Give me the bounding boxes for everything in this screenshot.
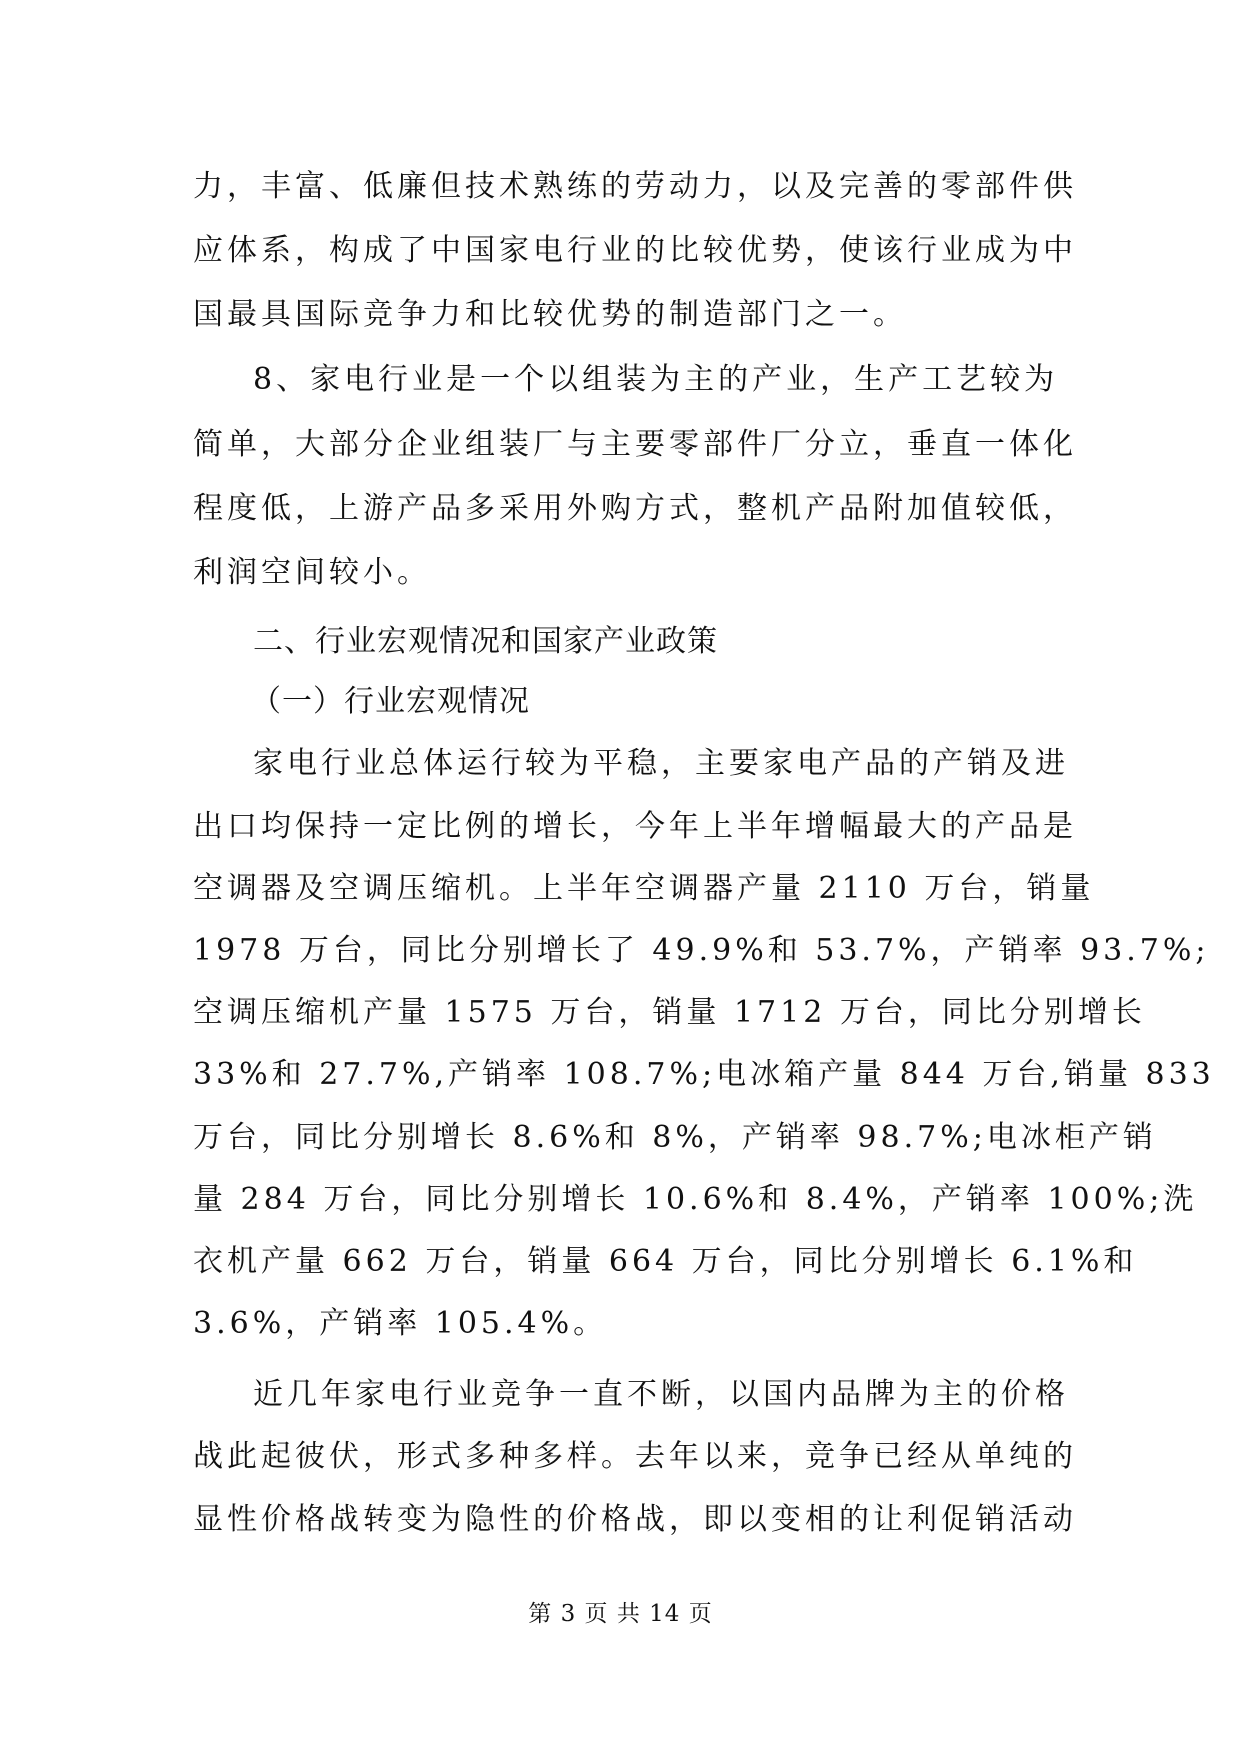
paragraph-line: 应体系，构成了中国家电行业的比较优势，使该行业成为中 (193, 233, 1077, 268)
paragraph-line: 力，丰富、低廉但技术熟练的劳动力，以及完善的零部件供 (193, 169, 1077, 204)
paragraph-line: 利润空间较小。 (193, 555, 431, 590)
paragraph-line: 量 284 万台，同比分别增长 10.6%和 8.4%，产销率 100%;洗 (193, 1182, 1198, 1217)
paragraph-line: 8、家电行业是一个以组装为主的产业，生产工艺较为 (253, 362, 1059, 397)
paragraph-line: 33%和 27.7%,产销率 108.7%;电冰箱产量 844 万台,销量 833 (193, 1057, 1215, 1092)
subsection-heading: （一）行业宏观情况 (251, 684, 530, 719)
paragraph-line: 显性价格战转变为隐性的价格战，即以变相的让利促销活动 (193, 1502, 1077, 1537)
paragraph-line: 万台，同比分别增长 8.6%和 8%，产销率 98.7%;电冰柜产销 (193, 1120, 1157, 1155)
paragraph-line: 近几年家电行业竞争一直不断，以国内品牌为主的价格 (253, 1377, 1069, 1412)
paragraph-line: 3.6%，产销率 105.4%。 (193, 1306, 608, 1341)
page-number-text: 第 3 页 共 14 页 (528, 1601, 713, 1627)
paragraph-line: 家电行业总体运行较为平稳，主要家电产品的产销及进 (253, 746, 1069, 781)
paragraph-line: 简单，大部分企业组装厂与主要零部件厂分立，垂直一体化 (193, 427, 1077, 462)
paragraph-line: 衣机产量 662 万台，销量 664 万台，同比分别增长 6.1%和 (193, 1244, 1138, 1279)
paragraph-line: 出口均保持一定比例的增长，今年上半年增幅最大的产品是 (193, 809, 1077, 844)
paragraph-line: 程度低，上游产品多采用外购方式，整机产品附加值较低， (193, 491, 1077, 526)
section-heading: 二、行业宏观情况和国家产业政策 (253, 624, 718, 659)
paragraph-line: 战此起彼伏，形式多种多样。去年以来，竞争已经从单纯的 (193, 1439, 1077, 1474)
paragraph-line: 空调器及空调压缩机。上半年空调器产量 2110 万台，销量 (193, 871, 1095, 906)
page-footer (0, 1598, 1241, 1630)
paragraph-line: 1978 万台，同比分别增长了 49.9%和 53.7%，产销率 93.7%; (193, 933, 1210, 968)
paragraph-line: 国最具国际竞争力和比较优势的制造部门之一。 (193, 297, 907, 332)
paragraph-line: 空调压缩机产量 1575 万台，销量 1712 万台，同比分别增长 (193, 995, 1146, 1030)
